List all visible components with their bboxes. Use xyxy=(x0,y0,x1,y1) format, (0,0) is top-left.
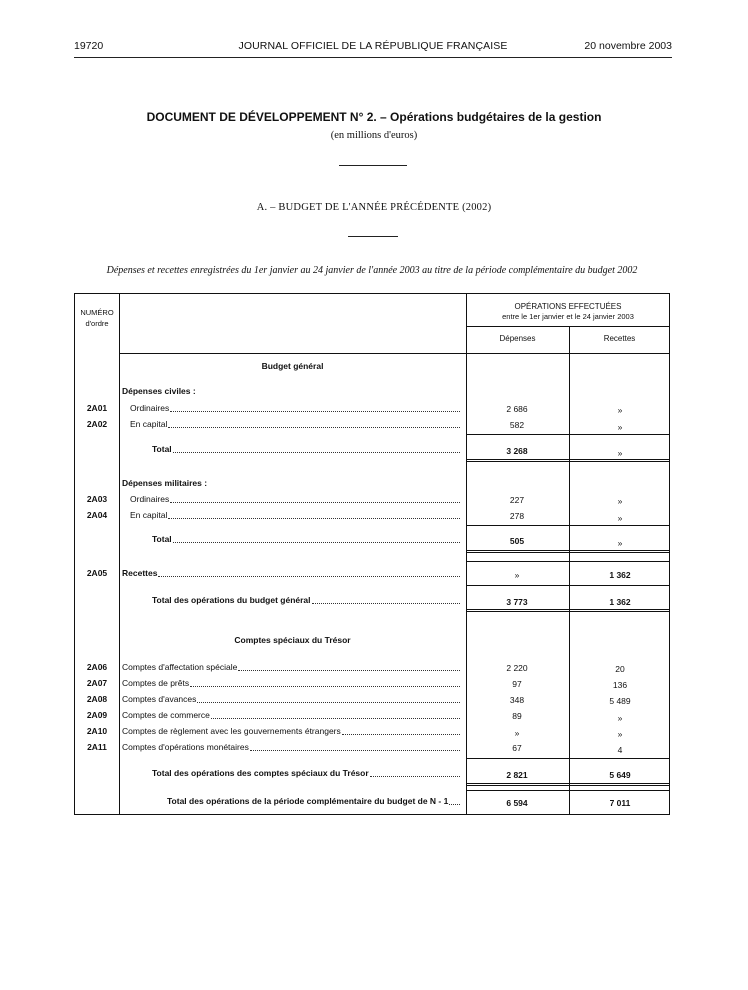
table-caption: Dépenses et recettes enregistrées du 1er janvier au 24 janvier de l'année 2003 au titre de la période complémentaire du budget 2002 xyxy=(106,265,638,276)
row-recettes: » xyxy=(617,729,623,739)
row-depenses: 278 xyxy=(509,511,525,521)
row-code: 2A06 xyxy=(86,662,108,672)
total-rule xyxy=(466,609,670,612)
grand-total-recettes: 7 011 xyxy=(609,798,631,808)
comptes-speciaux-title: Comptes spéciaux du Trésor xyxy=(234,635,351,645)
row-code: 2A08 xyxy=(86,694,108,704)
total-recettes: » xyxy=(617,448,623,458)
row-recettes: » xyxy=(617,422,623,432)
journal-title: JOURNAL OFFICIEL DE LA RÉPUBLIQUE FRANÇAISE xyxy=(238,40,508,52)
grand-total-label: Total des opérations de la période complémentaire du budget de N - 1 xyxy=(167,796,460,807)
row-code: 2A03 xyxy=(86,494,108,504)
header-rule xyxy=(74,57,672,58)
total-rule xyxy=(466,783,670,786)
row-depenses: 97 xyxy=(512,679,522,689)
row-label: En capital xyxy=(130,510,460,521)
total-rule xyxy=(466,459,670,462)
row-recettes: » xyxy=(617,513,623,523)
recettes-header: Recettes xyxy=(603,334,636,343)
row-depenses: » xyxy=(514,728,520,738)
total-label: Total des opérations du budget général xyxy=(152,595,460,606)
row-label: Comptes d'avances xyxy=(122,694,460,705)
subtotal-rule xyxy=(466,585,670,586)
row-depenses: 348 xyxy=(509,695,525,705)
row-recettes: 5 489 xyxy=(609,696,631,706)
row-label: Comptes de règlement avec les gouvernements étrangers xyxy=(122,726,460,737)
row-code: 2A09 xyxy=(86,710,108,720)
total-depenses: 3 268 xyxy=(506,446,528,456)
row-recettes: 20 xyxy=(615,664,625,674)
title-divider xyxy=(339,165,407,166)
subtotal-rule xyxy=(466,758,670,759)
row-depenses: 2 686 xyxy=(506,404,528,414)
row-label: En capital xyxy=(130,419,460,430)
row-recettes: » xyxy=(617,496,623,506)
row-code: 2A04 xyxy=(86,510,108,520)
row-recettes: 1 362 xyxy=(609,570,631,580)
ordre-header: d'ordre xyxy=(85,319,109,328)
section-divider xyxy=(348,236,398,237)
total-rule xyxy=(466,550,670,553)
row-label: Comptes d'opérations monétaires xyxy=(122,742,460,753)
grand-total-depenses: 6 594 xyxy=(506,798,528,808)
row-recettes: 136 xyxy=(612,680,628,690)
unit-note: (en millions d'euros) xyxy=(330,130,418,141)
page-number: 19720 xyxy=(74,40,104,52)
row-depenses: 2 220 xyxy=(506,663,528,673)
row-recettes: 4 xyxy=(617,745,623,755)
subtotal-rule xyxy=(466,434,670,435)
section-title: A. – BUDGET DE L'ANNÉE PRÉCÉDENTE (2002) xyxy=(256,202,492,213)
budget-general-title: Budget général xyxy=(261,361,324,371)
depenses-civiles-title: Dépenses civiles : xyxy=(122,386,196,396)
header-rule xyxy=(466,326,670,327)
row-label: Comptes d'affectation spéciale xyxy=(122,662,460,673)
row-rule xyxy=(466,561,670,562)
issue-date: 20 novembre 2003 xyxy=(584,40,672,52)
ops-period: entre le 1er janvier et le 24 janvier 2003 xyxy=(502,312,634,321)
total-label: Total xyxy=(152,444,460,455)
row-label: Comptes de prêts xyxy=(122,678,460,689)
row-label: Recettes xyxy=(122,568,460,579)
row-depenses: 582 xyxy=(509,420,525,430)
row-label: Comptes de commerce xyxy=(122,710,460,721)
row-depenses: 227 xyxy=(509,495,525,505)
operations-table xyxy=(74,293,670,815)
row-code: 2A02 xyxy=(86,419,108,429)
total-depenses: 2 821 xyxy=(506,770,528,780)
total-depenses: 505 xyxy=(509,536,525,546)
subtotal-rule xyxy=(466,525,670,526)
depenses-header: Dépenses xyxy=(499,334,536,343)
row-label: Ordinaires xyxy=(130,403,460,414)
column-divider xyxy=(119,294,120,814)
row-code: 2A10 xyxy=(86,726,108,736)
ops-header: OPÉRATIONS EFFECTUÉES xyxy=(514,302,622,311)
total-depenses: 3 773 xyxy=(506,597,528,607)
row-recettes: » xyxy=(617,713,623,723)
grand-total-rule xyxy=(466,790,670,791)
row-recettes: » xyxy=(617,405,623,415)
row-depenses: 89 xyxy=(512,711,522,721)
total-recettes: » xyxy=(617,538,623,548)
total-recettes: 5 649 xyxy=(609,770,631,780)
total-recettes: 1 362 xyxy=(609,597,631,607)
numero-header: NUMÉRO xyxy=(80,308,114,317)
row-depenses: » xyxy=(514,570,520,580)
document-title: DOCUMENT DE DÉVELOPPEMENT N° 2. – Opérations budgétaires de la gestion xyxy=(146,110,602,124)
total-label: Total des opérations des comptes spéciaux du Trésor xyxy=(152,768,460,779)
row-code: 2A07 xyxy=(86,678,108,688)
depenses-militaires-title: Dépenses militaires : xyxy=(122,478,208,488)
total-label: Total xyxy=(152,534,460,545)
row-depenses: 67 xyxy=(512,743,522,753)
row-label: Ordinaires xyxy=(130,494,460,505)
page-header xyxy=(74,40,672,56)
row-code: 2A05 xyxy=(86,568,108,578)
row-code: 2A11 xyxy=(87,742,107,752)
row-code: 2A01 xyxy=(86,403,108,413)
header-rule xyxy=(119,353,670,354)
